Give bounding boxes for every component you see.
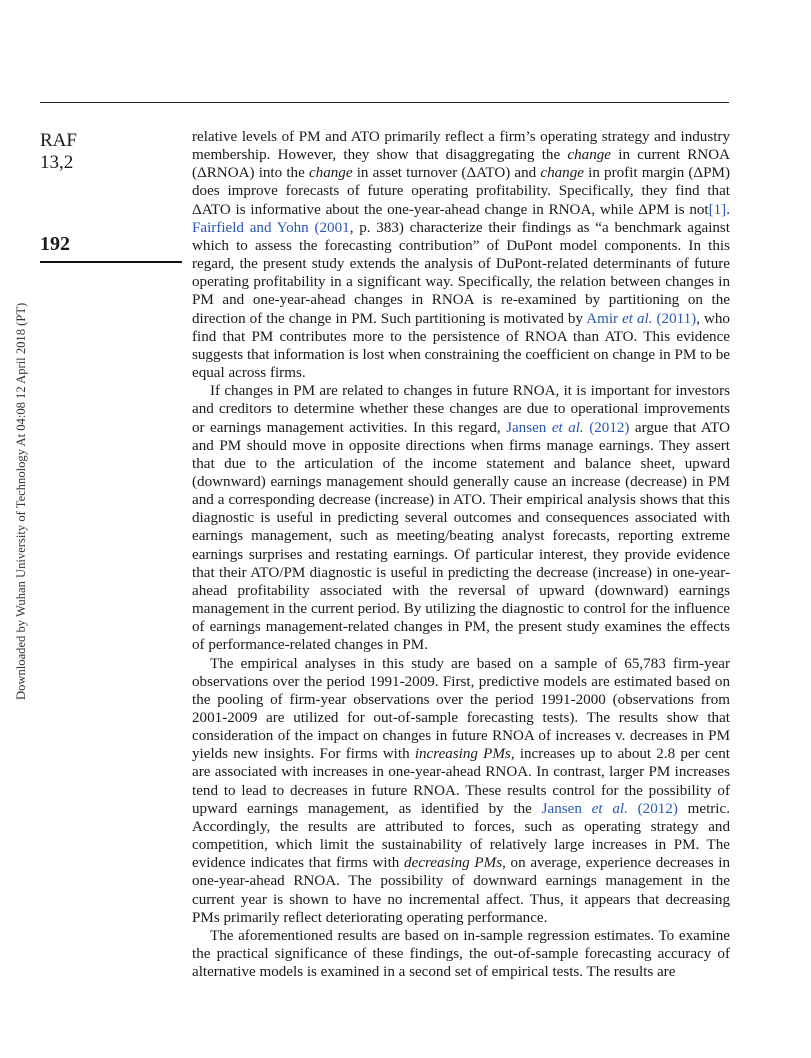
- journal-reference: [40, 130, 77, 174]
- text-run: The aforementioned results are based on in-sample regression estimates. To examine the practical significance of these findings, the out-of-sample forecasting accuracy of alternative models is examined in a second set of empirical tests. The results are: [192, 927, 730, 981]
- page-number-rule: [40, 261, 182, 263]
- text-run: If changes in PM are related to changes in future RNOA, it is important for investors and creditors to determine whether these changes are due to operational improvements or earnings management activities. In this regard,: [192, 383, 730, 436]
- header-rule: [40, 102, 729, 103]
- citation-link[interactable]: Jansen: [541, 800, 592, 817]
- citation-link[interactable]: et al.: [591, 800, 628, 817]
- text-run: in current RNOA (ΔRNOA) into the: [192, 147, 730, 182]
- emphasis-text: change: [308, 165, 353, 182]
- text-run: , increases up to about 2.8 per cent are associated with increases in one-year-ahead RNOA. In contrast, larger PM increases tend to lead to decreases in future RNOA. These results control for the possibility of upward earnings management, as identified by the: [192, 746, 730, 817]
- body-paragraph: [192, 128, 730, 382]
- citation-link[interactable]: (2011): [652, 310, 697, 327]
- citation-link[interactable]: et al.: [551, 419, 584, 436]
- article-body: [192, 128, 730, 981]
- text-run: The empirical analyses in this study are based on a sample of 65,783 firm-year observations over the period 1991-2009. First, predictive models are estimated based on the pooling of firm-year observations over the period 1991-2000 (observations from 2001-2009 are utilized for out-of-sample forecasting tests). The results show that consideration of the impact on changes in future RNOA of increases v. decreases in PM yields new insights. For firms with: [192, 655, 730, 763]
- text-run: , who find that PM contributes more to the persistence of RNOA than ATO. This evidence suggests that information is lost when constraining the coefficient on change in PM to be equal across firms.: [192, 310, 730, 382]
- citation-link[interactable]: Fairfield and Yohn (2001: [192, 219, 350, 236]
- text-run: metric. Accordingly, the results are attributed to forces, such as operating strategy and competition, which limit the sustainability of relatively large increases in PM. The evidence indicates that firms with: [192, 800, 730, 872]
- text-run: argue that ATO and PM should move in opposite directions when firms manage earnings. They assert that due to the articulation of the income statement and balance sheet, upward (downward) earnings management should generally cause an increase (decrease) in PM and a corresponding decrease (increase) in ATO. Their empirical analysis shows that this diagnostic is useful in predicting several outcomes and consequences associated with earnings management, such as meeting/beating analyst forecasts, reporting extreme earnings surprises and restating earnings. Of particular interest, they provide evidence that their ATO/PM diagnostic is useful in predicting the decrease (increase) in one-year-ahead profitability associated with the reversal of upward (downward) earnings management in the current period. By utilizing the diagnostic to control for the influence of earnings management-related changes in PM, the present study examines the effects of performance-related changes in PM.: [192, 419, 730, 654]
- text-run: , p. 383) characterize their findings as “a benchmark against which to assess the forecasting contribution” of DuPont model components. In this regard, the present study extends the analysis of DuPont-related determinants of future operating profitability in a significant way. Specifically, the relation between changes in PM and one-year-ahead changes in RNOA is re-examined by partitioning on the direction of the change in PM. Such partitioning is motivated by: [192, 219, 730, 327]
- emphasis-text: change: [540, 165, 584, 182]
- emphasis-text: decreasing PMs: [404, 855, 503, 872]
- journal-volume-issue: 13,2: [40, 152, 74, 173]
- journal-abbreviation: RAF: [40, 130, 77, 151]
- citation-link[interactable]: (2012): [583, 419, 630, 436]
- emphasis-text: change: [567, 147, 611, 164]
- citation-link[interactable]: et al.: [622, 310, 653, 327]
- body-paragraph: [192, 927, 730, 981]
- body-paragraph: [192, 382, 730, 654]
- text-run: .: [726, 201, 730, 218]
- text-run: in profit margin (ΔPM) does improve forecasts of future operating profitability. Specifically, they find that ΔATO is informative about the one-year-ahead change in RNOA, while ΔPM is not: [192, 165, 730, 218]
- download-notice: Downloaded by Wuhan University of Technology At 04:08 12 April 2018 (PT): [14, 302, 28, 700]
- citation-link[interactable]: [1]: [708, 201, 727, 218]
- page-number: 192: [40, 233, 70, 255]
- text-run: relative levels of PM and ATO primarily reflect a firm’s operating strategy and industry membership. However, they show that disaggregating the: [192, 129, 730, 164]
- body-paragraph: [192, 655, 730, 927]
- text-run: , on average, experience decreases in one-year-ahead RNOA. The possibility of downward earnings management in the current year is shown to have no incremental affect. Thus, it appears that decreasing PMs primarily reflect deteriorating operating performance.: [192, 855, 730, 926]
- emphasis-text: increasing PMs: [414, 746, 511, 763]
- citation-link[interactable]: Amir: [586, 310, 623, 327]
- citation-link[interactable]: (2012): [627, 800, 678, 817]
- text-run: in asset turnover (ΔATO) and: [352, 165, 541, 182]
- citation-link[interactable]: Jansen: [506, 419, 552, 436]
